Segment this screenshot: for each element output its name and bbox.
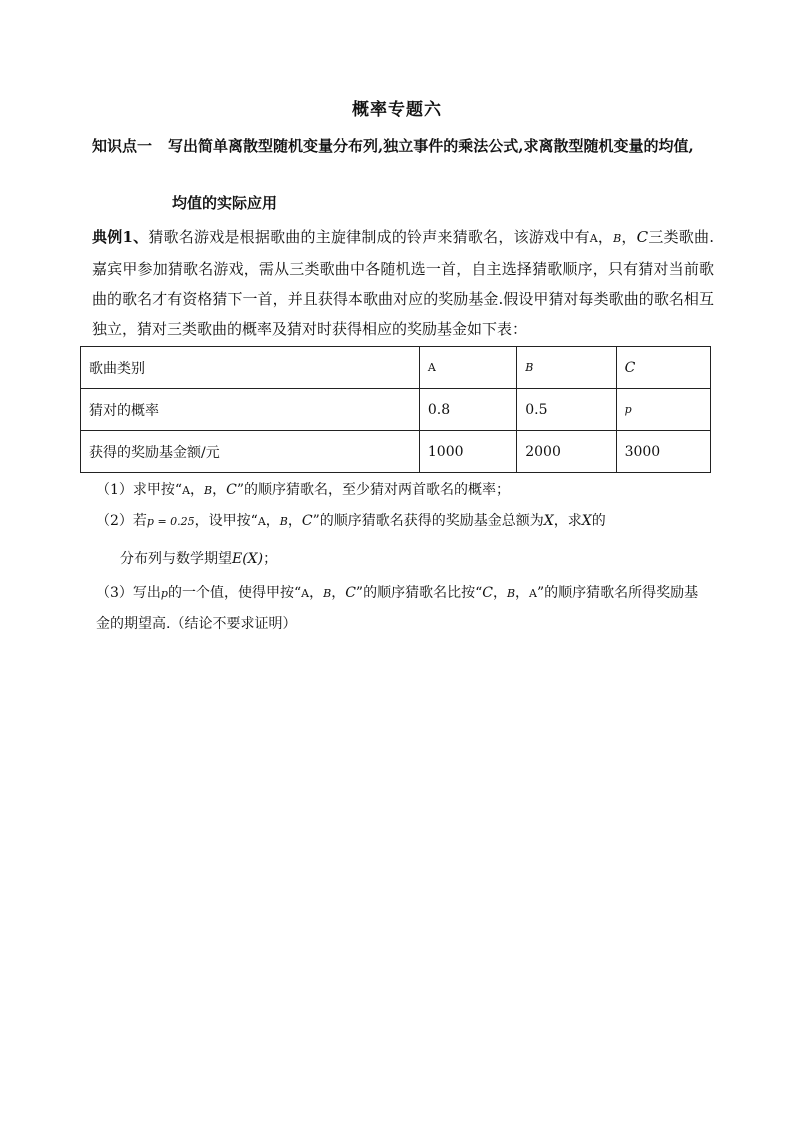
question-2: （2）若p = 0.25，设甲按“A，B，C”的顺序猜歌名获得的奖励基金总额为X，求X的 分布列与数学期望E(X)； bbox=[96, 513, 606, 567]
comma: ， bbox=[597, 228, 614, 246]
comma: ， bbox=[621, 228, 637, 246]
table-cell: 1000 bbox=[419, 431, 516, 473]
letter-b: B bbox=[613, 232, 622, 245]
table-header-cell: 歌曲类别 bbox=[81, 347, 420, 389]
table-cell: 猜对的概率 bbox=[81, 389, 420, 431]
table-cell: 0.5 bbox=[517, 389, 616, 431]
table-row bbox=[81, 347, 711, 389]
knowledge-point bbox=[92, 132, 712, 161]
knowledge-point-line2: 均值的实际应用 bbox=[172, 194, 278, 212]
table-row bbox=[81, 389, 711, 431]
question-3: （3）写出p的一个值，使得甲按“A，B，C”的顺序猜歌名比按“C，B，A”的顺序猜歌名所得奖励基金的期望高.（结论不要求证明） bbox=[96, 585, 699, 632]
table-header-cell: A bbox=[419, 347, 516, 389]
example-body: 三类歌曲.嘉宾甲参加猜歌名游戏，需从三类歌曲中各随机选一首，自主选择猜歌顺序，只有猜对当前歌曲的歌名才有资格猜下一首，并且获得本歌曲对应的奖励基金.假设甲猜对每类歌曲的歌名相互独立，猜对三类歌曲的概率及猜对时获得相应的奖励基金如下表： bbox=[92, 228, 714, 338]
letter-a: A bbox=[589, 232, 598, 245]
page-title: 概率专题六 bbox=[352, 100, 442, 120]
question-1: （1）求甲按“A，B，C”的顺序猜歌名，至少猜对两首歌名的概率； bbox=[96, 482, 510, 498]
table-row bbox=[81, 431, 711, 473]
table-cell: p bbox=[616, 389, 710, 431]
table-cell: 0.8 bbox=[419, 389, 516, 431]
knowledge-point-head: 知识点一 bbox=[92, 137, 153, 155]
knowledge-point-text: 写出简单离散型随机变量分布列,独立事件的乘法公式,求离散型随机变量的均值, bbox=[168, 137, 694, 155]
example-paragraph bbox=[92, 222, 714, 344]
letter-c: C bbox=[636, 228, 649, 246]
table-cell: 获得的奖励基金额/元 bbox=[81, 431, 420, 473]
example-label: 典例1、 bbox=[92, 228, 149, 246]
reward-table bbox=[80, 346, 711, 473]
table-header-cell: B bbox=[517, 347, 616, 389]
table-cell: 3000 bbox=[616, 431, 710, 473]
table-header-cell: C bbox=[616, 347, 710, 389]
example-intro: 猜歌名游戏是根据歌曲的主旋律制成的铃声来猜歌名，该游戏中有 bbox=[148, 228, 590, 246]
table-cell: 2000 bbox=[517, 431, 616, 473]
